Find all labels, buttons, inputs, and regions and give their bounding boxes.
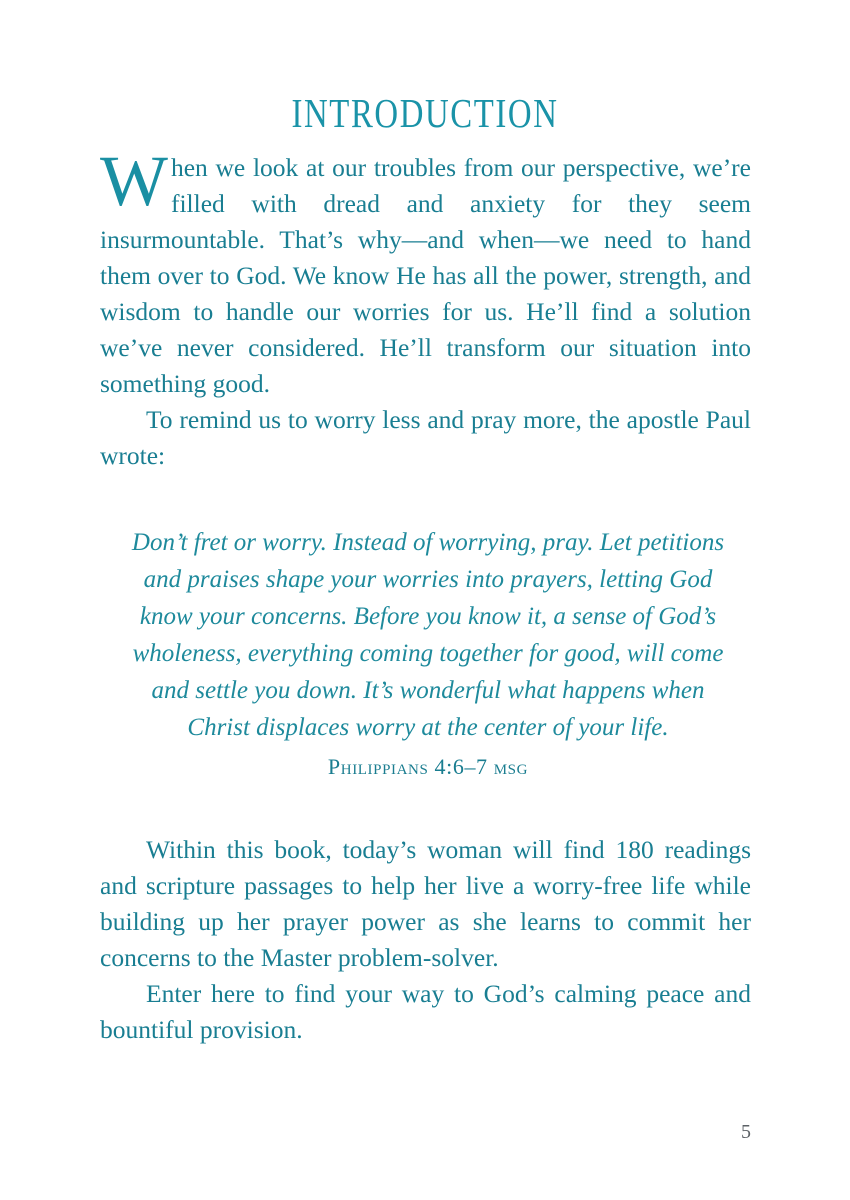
- page-title: INTRODUCTION: [291, 90, 559, 137]
- drop-cap-letter: W: [100, 141, 168, 221]
- paragraph-opening-text: hen we look at our troubles from our perspective, we’re filled with dread and anxiety for they seem insurmountable. That’s why—and when—we need to hand them over to God. We know He has all the power, strength, and wisdom to handle our worries for us. He’ll find a solution we’ve never considered. He’ll transform our situation into something good.: [100, 153, 751, 398]
- spacer-before-quote: [100, 474, 751, 524]
- page-number: 5: [741, 1121, 751, 1143]
- text-column: [100, 141, 751, 1048]
- paragraph-intro-to-quote: To remind us to worry less and pray more, the apostle Paul wrote:: [100, 405, 751, 470]
- scripture-reference: Philippians 4:6–7 msg: [327, 754, 529, 779]
- scripture-quote-block: [128, 524, 728, 782]
- scripture-quote-text: Don’t fret or worry. Instead of worrying, pray. Let petitions and praises shape your worries into prayers, letting God know your concerns. Before you know it, a sense of God’s wholeness, everything coming together for good, will come and settle you down. It’s wonderful what happens when Christ displaces worry at the center of your life.: [131, 529, 725, 741]
- paragraph-book-description: Within this book, today’s woman will find 180 readings and scripture passages to help her live a worry-free life while building up her prayer power as she learns to commit her concerns to the Master problem-solver.: [100, 835, 751, 972]
- paragraph-closing: Enter here to find your way to God’s calming peace and bountiful provision.: [100, 979, 751, 1044]
- paragraph-opening: [100, 141, 751, 402]
- spacer-after-quote: [100, 782, 751, 832]
